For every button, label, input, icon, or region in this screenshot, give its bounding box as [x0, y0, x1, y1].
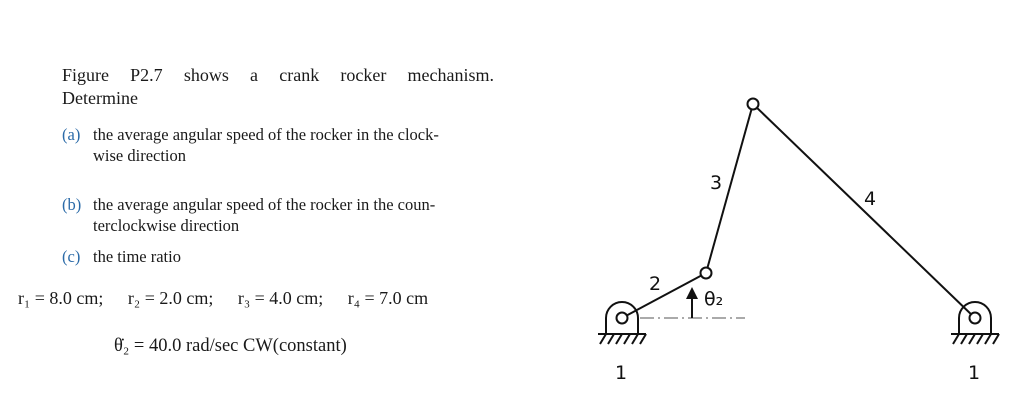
given-r2: r₂ = 2.0 cm;: [127, 288, 214, 308]
part-a-text-line1: the average angular speed of the rocker in the clock-: [93, 125, 439, 144]
part-b-label: (b): [62, 195, 82, 214]
link-3-label: 3: [710, 172, 723, 194]
given-angular-speed: θ̇₂ = 40.0 rad/sec CW(constant): [114, 336, 347, 356]
coupler-rocker-pin: [748, 99, 759, 110]
link-4-label: 4: [864, 188, 877, 210]
part-a-label: (a): [62, 125, 81, 144]
right-ground-pin: [970, 313, 981, 324]
given-r1: r₁ = 8.0 cm;: [18, 288, 104, 308]
left-ground-pin: [617, 313, 628, 324]
given-r3: r₃ = 4.0 cm;: [237, 288, 324, 308]
part-c-label: (c): [62, 247, 81, 266]
rocker-link-4: [753, 104, 975, 318]
ground-left-label: 1: [615, 362, 628, 384]
problem-intro: Figure P2.7 shows a crank rocker mechanism.: [62, 65, 494, 85]
problem-instruction: Determine: [62, 88, 138, 108]
crank-coupler-pin: [701, 268, 712, 279]
theta2-label: θ₂: [704, 288, 724, 310]
ground-right-label: 1: [968, 362, 981, 384]
link-2-label: 2: [649, 273, 662, 295]
part-a-text-line2: wise direction: [93, 146, 187, 165]
part-c-text-line1: the time ratio: [93, 247, 181, 266]
part-b-text-line2: terclockwise direction: [93, 216, 240, 235]
given-r4: r₄ = 7.0 cm: [347, 288, 429, 308]
angle-arrow: [686, 287, 698, 318]
part-b-text-line1: the average angular speed of the rocker in the coun-: [93, 195, 436, 214]
